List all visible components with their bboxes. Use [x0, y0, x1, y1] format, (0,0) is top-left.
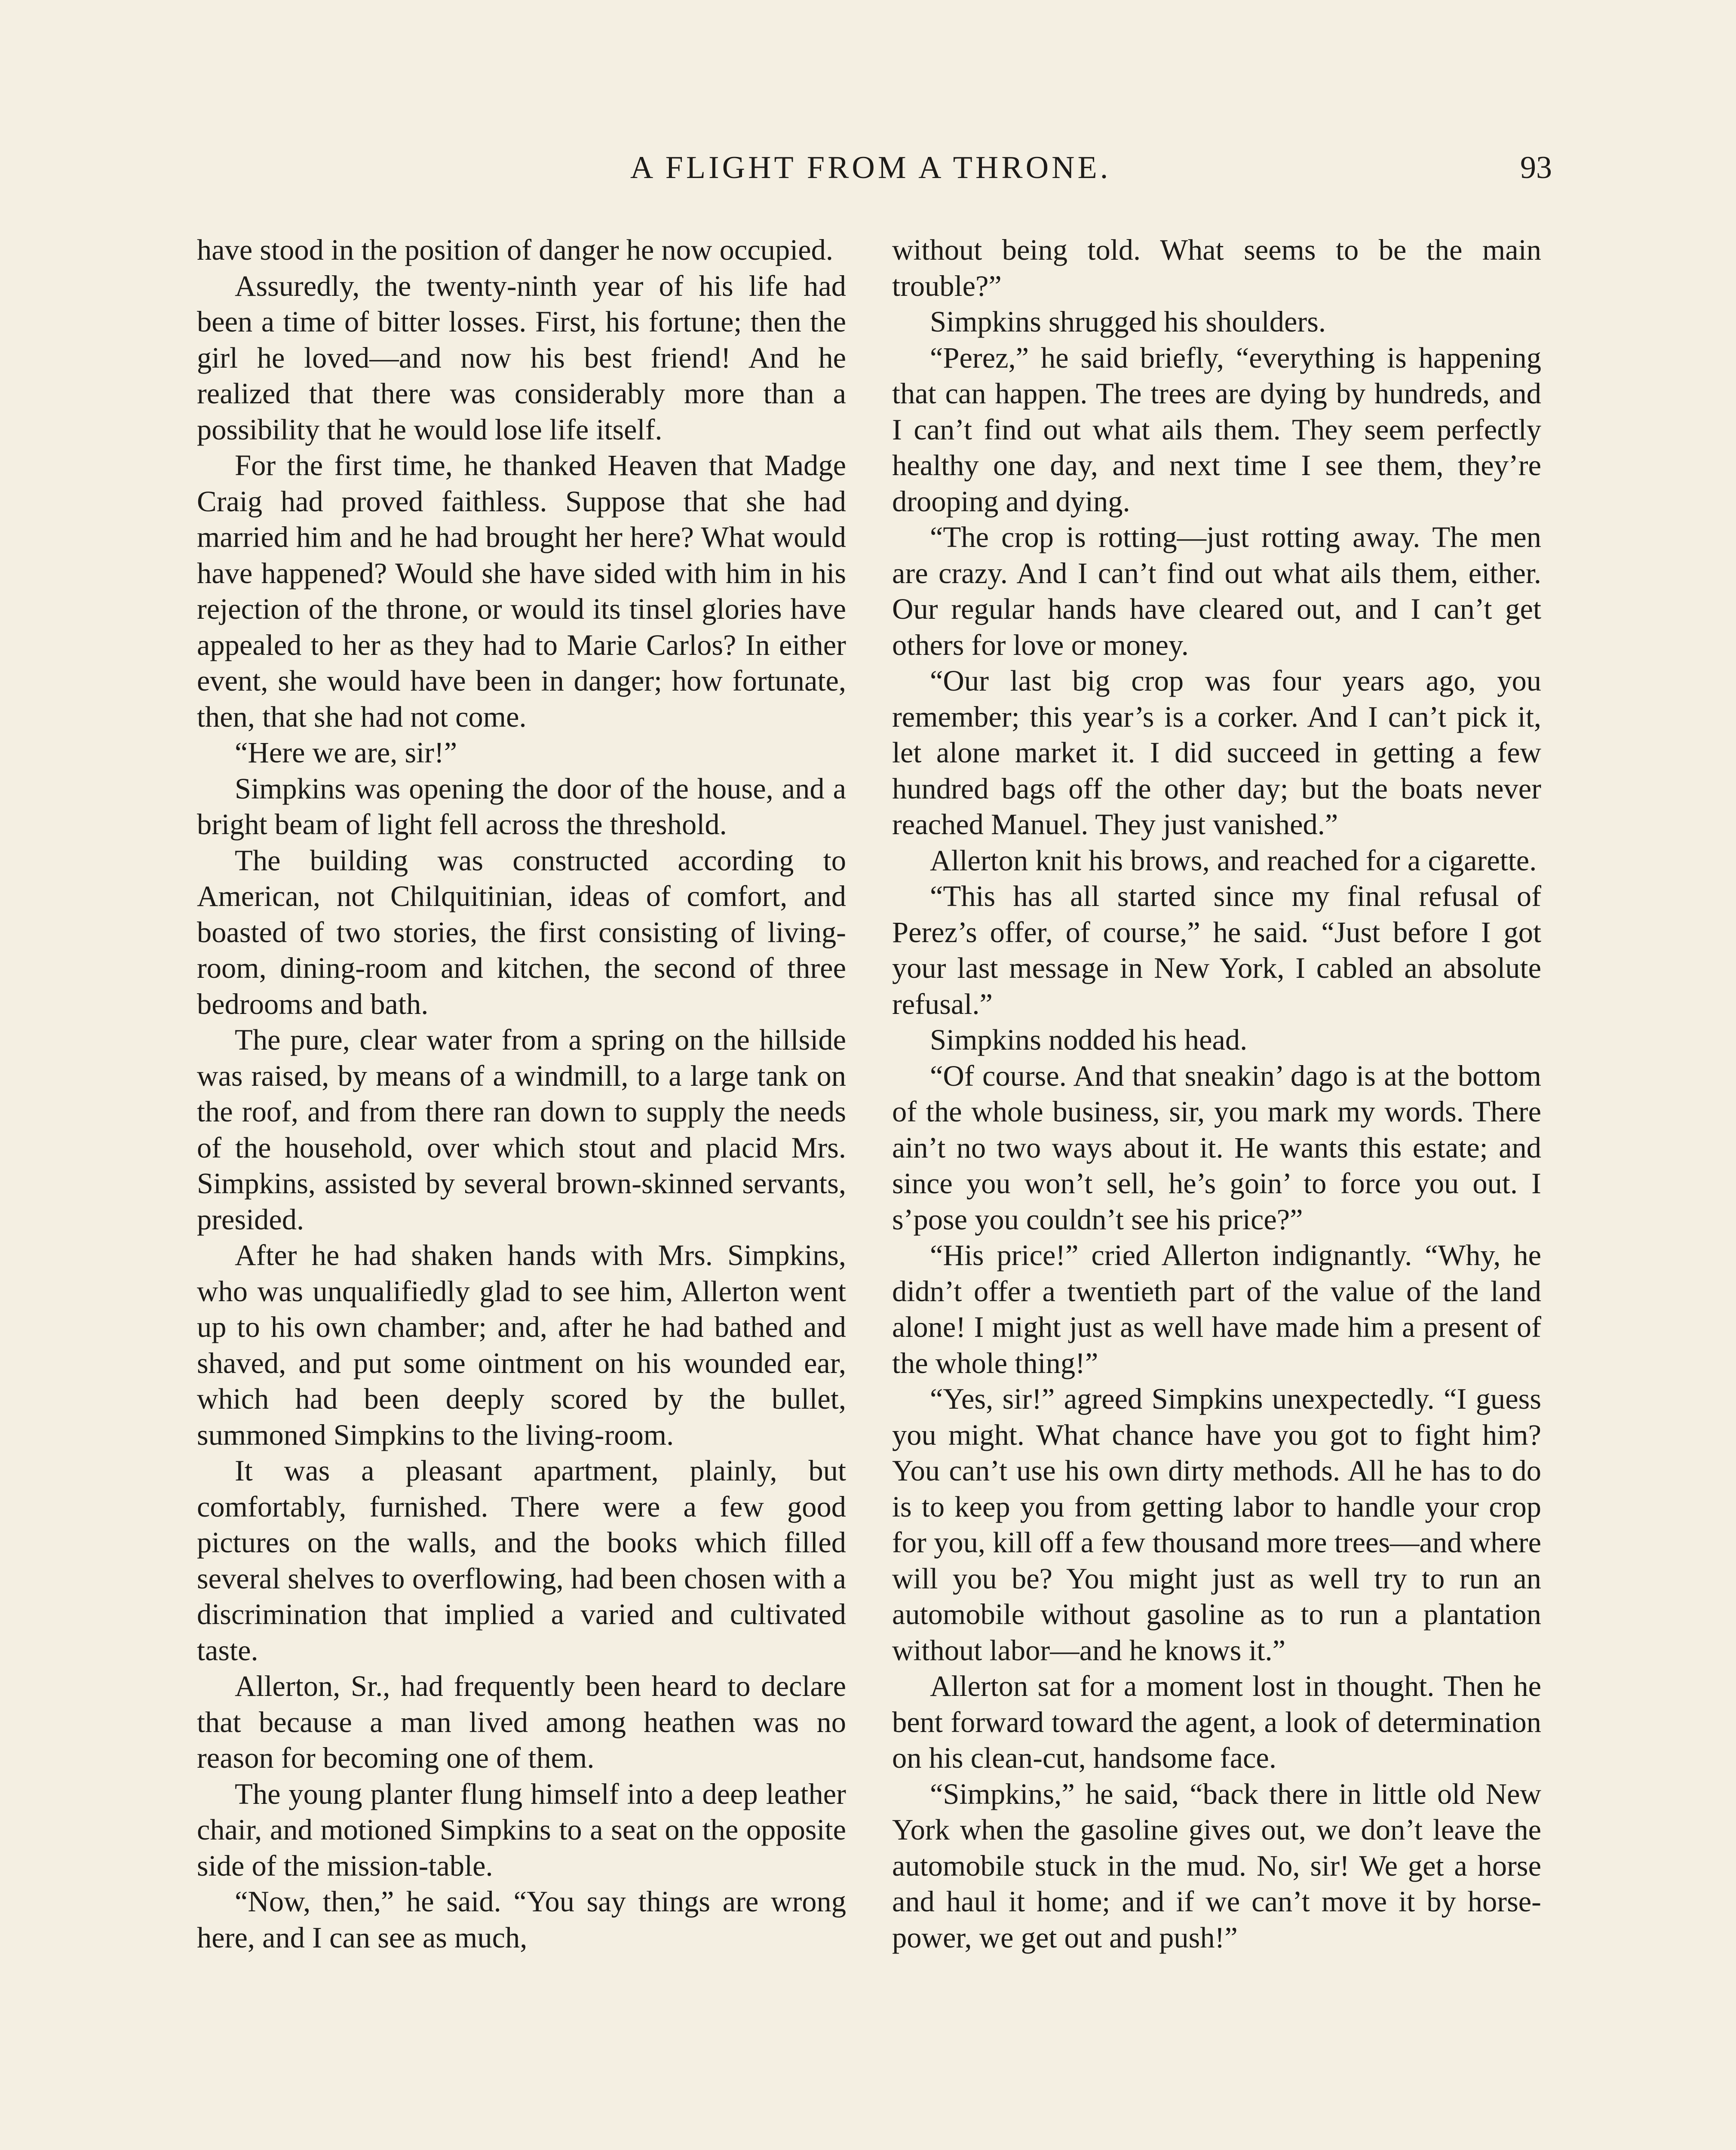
- paragraph: Allerton knit his brows, and reached for a cigarette.: [930, 844, 1537, 877]
- paragraph: The building was constructed according to American, not Chilquitinian, ideas of comfort, and boasted of two stories, the first consisting of living-room, dining-room and kitchen, the second of three bedrooms and bath.: [197, 844, 846, 1020]
- left-column: [197, 232, 846, 1956]
- paragraph: “Of course. And that sneakin’ dago is at the bottom of the whole business, sir, you mark my words. There ain’t no two ways about it. He wants this estate; and since you won’t sell, he’s goin’ to force you out. I s’pose you couldn’t see his price?”: [892, 1059, 1541, 1236]
- paragraph: Simpkins nodded his head.: [930, 1023, 1248, 1056]
- paragraph: The young planter flung himself into a deep leather chair, and motioned Simpkins to a seat on the opposite side of the mission-table.: [197, 1777, 846, 1882]
- paragraph: The pure, clear water from a spring on the hillside was raised, by means of a windmill, to a large tank on the roof, and from there ran down to supply the needs of the household, over which stout and placid Mrs. Simpkins, assisted by several brown-skinned servants, presided.: [197, 1023, 846, 1236]
- paragraph: have stood in the position of danger he now occupied.: [197, 233, 834, 266]
- paragraph: “This has all started since my final refusal of Perez’s offer, of course,” he said. “Just before I got your last message in New York, I cabled an absolute refusal.”: [892, 880, 1541, 1020]
- page-header: [189, 144, 1552, 191]
- paragraph: “Now, then,” he said. “You say things are wrong here, and I can see as much,: [197, 1885, 846, 1954]
- paragraph: “His price!” cried Allerton indignantly. “Why, he didn’t offer a twentieth part of the value of the land alone! I might just as well have made him a present of the whole thing!”: [892, 1239, 1541, 1379]
- paragraph: Allerton sat for a moment lost in thought. Then he bent forward toward the agent, a look of determination on his clean-cut, handsome face.: [892, 1670, 1541, 1774]
- paragraph: Simpkins shrugged his shoulders.: [930, 305, 1326, 338]
- paragraph: “Here we are, sir!”: [235, 736, 457, 769]
- paragraph: without being told. What seems to be the main trouble?”: [892, 233, 1541, 302]
- paragraph: “The crop is rotting—just rotting away. The men are crazy. And I can’t find out what ails them, either. Our regular hands have cleared out, and I can’t get others for love or money.: [892, 521, 1541, 661]
- paragraph: “Simpkins,” he said, “back there in little old New York when the gasoline gives out, we don’t leave the automobile stuck in the mud. No, sir! We get a horse and haul it home; and if we can’t move it by horse-power, we get out and push!”: [892, 1777, 1541, 1954]
- page-number: 93: [1520, 150, 1552, 185]
- paragraph: Simpkins was opening the door of the house, and a bright beam of light fell across the threshold.: [197, 772, 846, 841]
- right-column: [892, 232, 1541, 1956]
- paragraph: Allerton, Sr., had frequently been heard to declare that because a man lived among heathen was no reason for becoming one of them.: [197, 1670, 846, 1774]
- paragraph: For the first time, he thanked Heaven that Madge Craig had proved faithless. Suppose that she had married him and he had brought her here? What would have happened? Would she have sided with him in his rejection of the throne, or would its tinsel glories have appealed to her as they had to Marie Carlos? In either event, she would have been in danger; how fortunate, then, that she had not come.: [197, 449, 846, 733]
- paragraph: “Our last big crop was four years ago, you remember; this year’s is a corker. And I can’t pick it, let alone market it. I did succeed in getting a few hundred bags off the other day; but the boats never reached Manuel. They just vanished.”: [892, 664, 1541, 841]
- paragraph: “Perez,” he said briefly, “everything is happening that can happen. The trees are dying by hundreds, and I can’t find out what ails them. They seem perfectly healthy one day, and next time I see them, they’re drooping and dying.: [892, 341, 1541, 518]
- paragraph: It was a pleasant apartment, plainly, but comfortably, furnished. There were a few good pictures on the walls, and the books which filled several shelves to overflowing, had been chosen with a discrimination that implied a varied and cultivated taste.: [197, 1454, 846, 1667]
- paragraph: After he had shaken hands with Mrs. Simpkins, who was unqualifiedly glad to see him, Allerton went up to his own chamber; and, after he had bathed and shaved, and put some ointment on his wounded ear, which had been deeply scored by the bullet, summoned Simpkins to the living-room.: [197, 1239, 846, 1451]
- running-title: A FLIGHT FROM A THRONE.: [630, 150, 1111, 185]
- paragraph: Assuredly, the twenty-ninth year of his life had been a time of bitter losses. First, his fortune; then the girl he loved—and now his best friend! And he realized that there was considerably more than a possibility that he would lose life itself.: [197, 269, 846, 446]
- paragraph: “Yes, sir!” agreed Simpkins unexpectedly. “I guess you might. What chance have you got to fight him? You can’t use his own dirty methods. All he has to do is to keep you from getting labor to handle your crop for you, kill off a few thousand more trees—and where will you be? You might just as well try to run an automobile without gasoline as to run a plantation without labor—and he knows it.”: [892, 1382, 1541, 1667]
